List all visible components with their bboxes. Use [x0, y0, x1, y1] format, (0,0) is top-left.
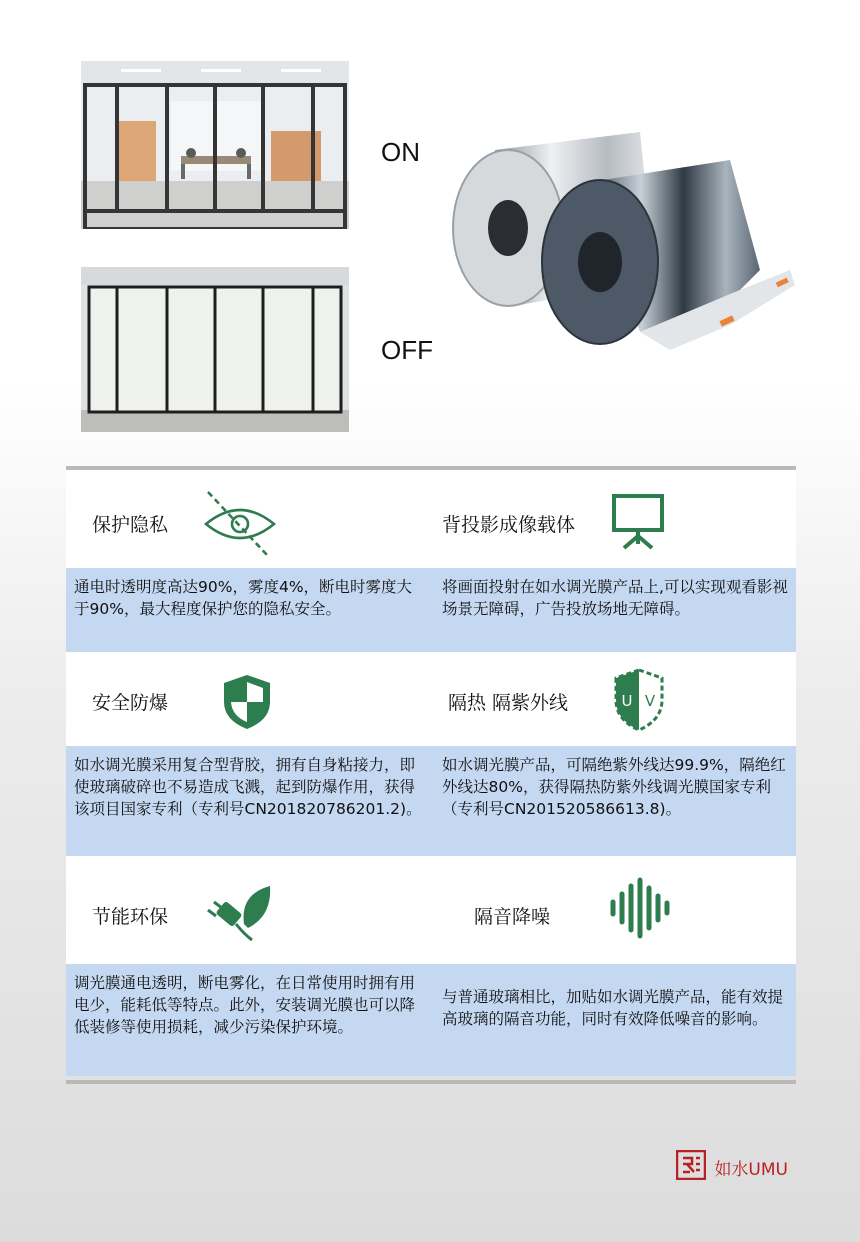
uv-shield-icon — [610, 666, 668, 738]
projector-screen-icon — [610, 492, 666, 554]
feature-uv-title: 隔热 隔紫外线 — [448, 692, 569, 714]
feature-projection-desc: 将画面投射在如水调光膜产品上,可以实现观看影视场景无障碍，广告投放场地无障碍。 — [442, 578, 788, 618]
on-label: ON — [381, 137, 420, 167]
feature-projection-title: 背投影成像载体 — [442, 514, 576, 536]
svg-text:V: V — [644, 692, 656, 710]
feature-row-3-head — [66, 856, 796, 964]
office-on-photo — [81, 61, 349, 229]
feature-row-1-head — [66, 470, 796, 568]
feature-uv-desc: 如水调光膜产品，可隔绝紫外线达99.9%，隔绝红外线达80%，获得隔热防紫外线调光膜国家专利（专利号CN201520586613.8)。 — [442, 756, 786, 818]
feature-row-2-head — [66, 652, 796, 746]
feature-eco-title: 节能环保 — [92, 906, 169, 928]
feature-privacy-desc: 通电时透明度高达90%，雾度4%，断电时雾度大于90%，最大程度保护您的隐私安全。 — [74, 578, 413, 618]
film-rolls-photo — [440, 120, 800, 358]
eye-slash-icon — [202, 490, 278, 562]
office-off-photo — [81, 267, 349, 432]
brand-logo-icon — [676, 1150, 706, 1184]
brand — [676, 1150, 788, 1184]
features-grid — [66, 466, 796, 1084]
svg-text:U: U — [621, 692, 633, 710]
shield-icon — [220, 672, 274, 736]
brand-name: 如水UMU — [714, 1159, 788, 1180]
feature-sound-desc: 与普通玻璃相比，加贴如水调光膜产品，能有效提高玻璃的隔音功能，同时有效降低噪音的影响。 — [442, 988, 784, 1028]
feature-sound-title: 隔音降噪 — [474, 906, 551, 928]
off-label: OFF — [381, 335, 433, 365]
feature-privacy-title: 保护隐私 — [92, 514, 169, 536]
feature-safety-desc: 如水调光膜采用复合型背胶，拥有自身粘接力，即使玻璃破碎也不易造成飞溅，起到防爆作用，获得该项目国家专利（专利号CN201820786201.2)。 — [74, 756, 422, 818]
feature-eco-desc: 调光膜通电透明，断电雾化，在日常使用时拥有用电少，能耗低等特点。此外，安装调光膜也可以降低装修等使用损耗，减少污染保护环境。 — [74, 974, 416, 1036]
sound-wave-icon — [608, 876, 670, 944]
eco-plug-icon — [204, 880, 274, 948]
feature-safety-title: 安全防爆 — [92, 692, 169, 714]
